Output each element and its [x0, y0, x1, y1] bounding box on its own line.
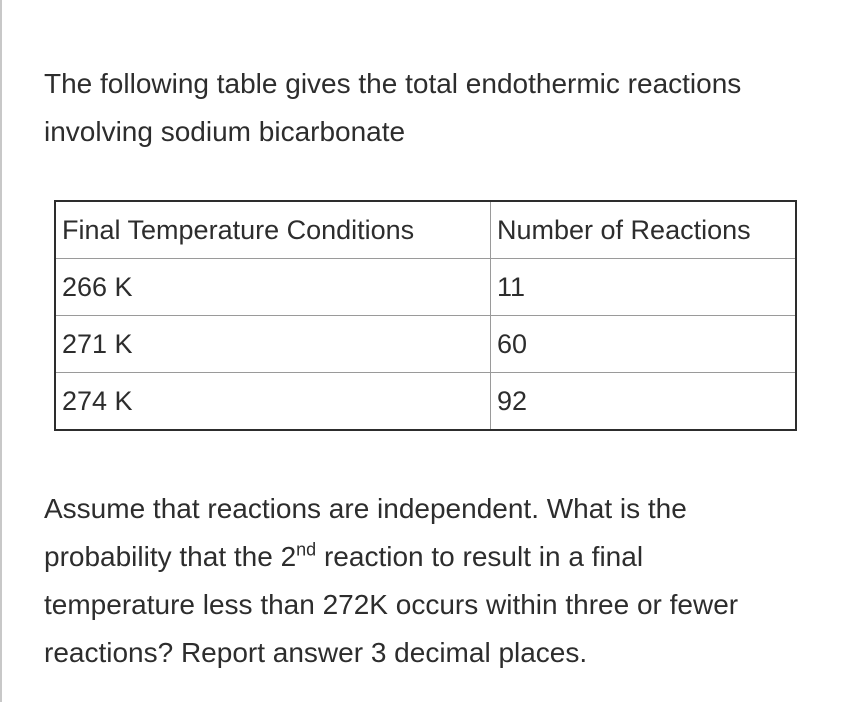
- temperature-cell: 274 K: [55, 373, 491, 431]
- table-row: [55, 316, 796, 373]
- count-cell: 92: [491, 373, 797, 431]
- header-final-temperature: Final Temperature Conditions: [55, 201, 491, 259]
- header-number-of-reactions: Number of Reactions: [491, 201, 797, 259]
- table-header-row: [55, 201, 796, 259]
- intro-line-1: The following table gives the total endothermic reactions: [44, 68, 742, 99]
- question-line-2: [44, 533, 844, 581]
- table-row: [55, 373, 796, 431]
- ordinal-superscript: nd: [296, 539, 317, 560]
- intro-line-2: involving sodium bicarbonate: [44, 116, 406, 147]
- table-row: [55, 259, 796, 316]
- question-line-2-end: reaction to result in a final: [316, 541, 644, 572]
- question-line-3: temperature less than 272K occurs within three or fewer: [44, 589, 739, 620]
- count-cell: 60: [491, 316, 797, 373]
- intro-paragraph: [44, 60, 844, 156]
- temperature-cell: 266 K: [55, 259, 491, 316]
- reactions-table: [54, 200, 797, 431]
- count-cell: 11: [491, 259, 797, 316]
- question-paragraph: [44, 485, 844, 677]
- temperature-cell: 271 K: [55, 316, 491, 373]
- question-line-2-start: probability that the 2: [44, 541, 297, 572]
- question-line-4: reactions? Report answer 3 decimal places.: [44, 637, 588, 668]
- question-line-1: Assume that reactions are independent. What is the: [44, 493, 687, 524]
- left-border-line: [0, 0, 2, 702]
